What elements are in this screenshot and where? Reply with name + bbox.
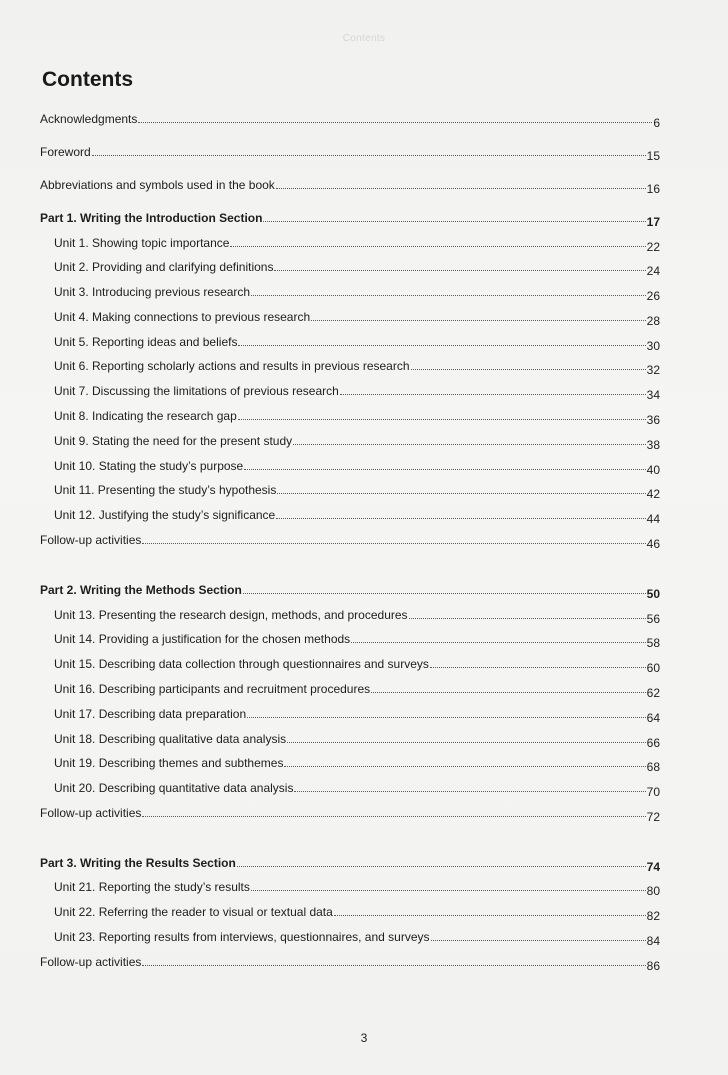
part-1-block [40,211,660,552]
unit-page: 62 [646,685,660,700]
unit-entry [40,632,660,651]
part-2-block [40,583,660,824]
unit-entry [40,285,660,304]
running-head: Contents [342,33,386,44]
unit-page: 22 [646,239,660,254]
unit-page: 24 [646,264,660,279]
follow-up-page: 46 [646,537,660,552]
unit-page: 28 [646,313,660,328]
unit-label: Unit 13. Presenting the research design, methods, and procedures [54,607,408,622]
dot-leader [287,742,646,743]
dot-leader [284,766,645,767]
unit-page: 40 [646,462,660,477]
dot-leader [334,915,646,916]
unit-entry [40,409,660,428]
dot-leader [274,270,645,271]
dot-leader [277,493,645,494]
part-heading-label: Part 2. Writing the Methods Section [40,583,242,598]
unit-label: Unit 16. Describing participants and recruitment procedures [54,681,371,696]
unit-label: Unit 7. Discussing the limitations of previous research [54,384,339,399]
unit-entry [40,235,660,254]
follow-up-label: Follow-up activities [40,805,142,820]
front-matter-list [40,112,660,196]
unit-entry [40,483,660,502]
unit-label: Unit 17. Describing data preparation [54,706,247,721]
unit-label: Unit 12. Justifying the study’s significance [54,508,276,523]
unit-label: Unit 18. Describing qualitative data analysis [54,731,287,746]
unit-label: Unit 1. Showing topic importance [54,235,230,250]
dot-leader [430,667,646,668]
follow-up-page: 86 [646,958,660,973]
dot-leader [247,717,646,718]
unit-label: Unit 5. Reporting ideas and beliefs [54,334,238,349]
unit-entry [40,781,660,800]
unit-page: 32 [646,363,660,378]
unit-entry [40,260,660,279]
unit-label: Unit 14. Providing a justification for the chosen methods [54,632,351,647]
unit-page: 56 [646,611,660,626]
unit-page: 80 [646,884,660,899]
unit-page: 66 [646,735,660,750]
unit-label: Unit 23. Reporting results from interviews, questionnaires, and surveys [54,930,430,945]
unit-label: Unit 9. Stating the need for the present study [54,433,293,448]
toc-entry-acknowledgments [40,112,660,130]
part-3-block [40,855,660,973]
unit-entry [40,731,660,750]
part-heading-page: 74 [646,859,660,874]
unit-label: Unit 10. Stating the study’s purpose [54,458,244,473]
dot-leader [244,469,645,470]
dot-leader [263,221,645,222]
toc-entry-page: 16 [646,182,660,196]
dot-leader [230,246,645,247]
toc-entry-page: 15 [646,149,660,163]
dot-leader [251,295,646,296]
dot-leader [351,642,645,643]
unit-label: Unit 3. Introducing previous research [54,285,251,300]
unit-page: 84 [646,934,660,949]
unit-label: Unit 15. Describing data collection through questionnaires and surveys [54,657,429,672]
unit-entry [40,607,660,626]
unit-entry [40,384,660,403]
dot-leader [276,518,645,519]
unit-page: 82 [646,909,660,924]
unit-page: 64 [646,710,660,725]
dot-leader [340,394,646,395]
toc-entry-label: Foreword [40,145,91,159]
unit-label: Unit 4. Making connections to previous research [54,309,311,324]
unit-label: Unit 19. Describing themes and subthemes [54,756,284,771]
unit-entry [40,359,660,378]
part-heading [40,855,660,874]
dot-leader [92,155,646,156]
unit-page: 44 [646,512,660,527]
unit-page: 60 [646,661,660,676]
unit-entry [40,706,660,725]
unit-page: 34 [646,388,660,403]
page-number: 3 [360,1031,368,1045]
dot-leader [431,940,646,941]
part-heading [40,583,660,602]
unit-page: 42 [646,487,660,502]
dot-leader [138,122,652,123]
unit-entry [40,756,660,775]
unit-entry [40,681,660,700]
unit-label: Unit 2. Providing and clarifying definitions [54,260,274,275]
unit-label: Unit 21. Reporting the study’s results [54,880,250,895]
dot-leader [142,543,645,544]
unit-page: 68 [646,760,660,775]
part-heading-label: Part 1. Writing the Introduction Section [40,211,263,225]
unit-label: Unit 6. Reporting scholarly actions and results in previous research [54,359,410,374]
unit-entry [40,334,660,353]
part-heading [40,211,660,229]
unit-label: Unit 20. Describing quantitative data analysis [54,781,294,796]
part-heading-label: Part 3. Writing the Results Section [40,855,236,870]
dot-leader [371,692,645,693]
unit-label: Unit 11. Presenting the study’s hypothesis [54,483,277,498]
unit-label: Unit 22. Referring the reader to visual or textual data [54,905,333,920]
follow-up-entry [40,805,660,824]
unit-label: Unit 8. Indicating the research gap [54,409,237,424]
toc-entry-page: 6 [653,116,660,130]
follow-up-entry [40,533,660,552]
unit-page: 36 [646,413,660,428]
unit-entry [40,930,660,949]
dot-leader [243,593,646,594]
dot-leader [411,369,646,370]
page-title: Contents [42,68,133,91]
part-heading-page: 50 [646,587,660,602]
unit-entry [40,458,660,477]
dot-leader [293,444,645,445]
dot-leader [238,419,646,420]
dot-leader [311,320,646,321]
unit-entry [40,905,660,924]
dot-leader [238,345,645,346]
unit-entry [40,880,660,899]
unit-page: 70 [646,785,660,800]
unit-entry [40,657,660,676]
dot-leader [409,618,646,619]
unit-entry [40,309,660,328]
dot-leader [237,866,646,867]
toc-entry-label: Abbreviations and symbols used in the book [40,178,275,192]
unit-entry [40,433,660,452]
dot-leader [276,188,646,189]
dot-leader [251,890,646,891]
unit-entry [40,508,660,527]
follow-up-label: Follow-up activities [40,533,142,548]
toc-entry-label: Acknowledgments [40,112,138,126]
dot-leader [294,791,645,792]
unit-page: 26 [646,289,660,304]
follow-up-label: Follow-up activities [40,954,142,969]
toc-entry-foreword [40,145,660,163]
unit-page: 58 [646,636,660,651]
follow-up-page: 72 [646,809,660,824]
part-heading-page: 17 [646,215,660,229]
dot-leader [142,965,645,966]
toc-entry-abbreviations [40,178,660,196]
dot-leader [142,816,645,817]
follow-up-entry [40,954,660,973]
unit-page: 30 [646,338,660,353]
unit-page: 38 [646,437,660,452]
